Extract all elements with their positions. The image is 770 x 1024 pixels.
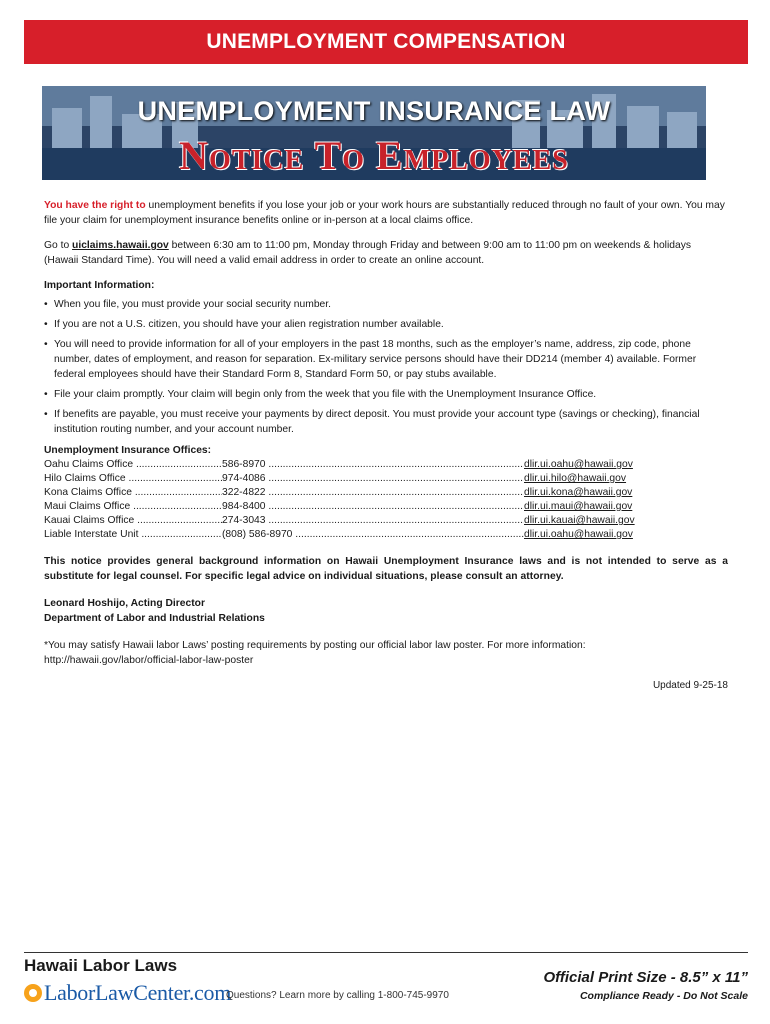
poster-url-link[interactable]: http://hawaii.gov/labor/official-labor-law-poster [44, 655, 254, 666]
office-name: Hilo Claims Office ..... [44, 472, 222, 486]
list-item-text: File your claim promptly. Your claim will begin only from the week that you file with the Unemployment Insurance Office. [54, 389, 597, 400]
list-item [44, 297, 728, 312]
intro-lead: You have the right to [44, 200, 146, 211]
header-bar [24, 20, 748, 64]
office-name: Oahu Claims Office ..... [44, 458, 222, 472]
office-email[interactable]: dlir.ui.maui@hawaii.gov [524, 501, 633, 512]
office-name: Liable Interstate Unit ..... [44, 528, 222, 542]
footer-questions: Questions? Learn more by calling 1-800-745-9970 [226, 990, 449, 1001]
logo-circle-icon [24, 984, 42, 1002]
office-row [44, 514, 728, 528]
print-size-label: Official Print Size - 8.5” x 11” [543, 969, 748, 986]
list-item [44, 317, 728, 332]
office-phone: 322-4822 ..... [222, 486, 524, 500]
notice-banner [42, 86, 706, 180]
office-phone: 974-4086 ..... [222, 472, 524, 486]
header-title: UNEMPLOYMENT COMPENSATION [206, 30, 566, 53]
banner-law-title: UNEMPLOYMENT INSURANCE LAW [137, 96, 611, 126]
office-row [44, 472, 728, 486]
online-paragraph [44, 238, 728, 268]
footer-state-title: Hawaii Labor Laws [24, 956, 178, 975]
office-row [44, 458, 728, 472]
list-item [44, 407, 728, 437]
offices-section [44, 443, 728, 542]
important-list [44, 297, 728, 437]
department-name: Department of Labor and Industrial Relations [44, 613, 265, 624]
legal-disclaimer: This notice provides general background information on Hawaii Unemployment Insurance laws and is not intended to serve as a substitute for legal counsel. For specific legal advice on individual situations, please consult an attorney. [44, 556, 728, 582]
office-name: Maui Claims Office ..... [44, 500, 222, 514]
office-phone: (808) 586-8970 ..... [222, 528, 524, 542]
intro-text: unemployment benefits if you lose your job or your work hours are substantially reduced through no fault of your own. You may file your claim for unemployment insurance benefits online or in-person at a local claims office. [44, 200, 725, 226]
director-name: Leonard Hoshijo, Acting Director [44, 598, 205, 609]
bullet: • [44, 339, 48, 350]
office-email[interactable]: dlir.ui.kauai@hawaii.gov [524, 515, 635, 526]
bullet: • [44, 409, 48, 420]
updated-date: Updated 9-25-18 [652, 680, 728, 691]
poster-note [44, 638, 728, 668]
list-item-text: When you file, you must provide your social security number. [54, 299, 331, 310]
intro-paragraph [44, 198, 728, 228]
goto-pre: Go to [44, 240, 73, 251]
office-name: Kauai Claims Office ..... [44, 514, 222, 528]
list-item-text: If benefits are payable, you must receive your payments by direct deposit. You must provide your account type (savings or checking), financial institution routing number, and your account number. [54, 409, 700, 435]
uiclaims-link[interactable]: uiclaims.hawaii.gov [72, 240, 169, 251]
list-item-text: You will need to provide information for all of your employers in the past 18 months, such as the employer’s name, address, zip code, phone number, dates of employment, and reason for separation. Ex-military service persons should have their DD214 (member 4) available. Former federal employees should have their Standard Form 8, Standard Form 50, or pay stubs available. [54, 339, 697, 380]
bullet: • [44, 299, 48, 310]
important-heading: Important Information: [44, 280, 155, 291]
list-item [44, 337, 728, 382]
office-name: Kona Claims Office ..... [44, 486, 222, 500]
office-phone: 984-8400 ..... [222, 500, 524, 514]
office-row [44, 500, 728, 514]
poster-text: *You may satisfy Hawaii labor Laws’ posting requirements by posting our official labor law poster. For more information: [44, 640, 586, 651]
bullet: • [44, 319, 48, 330]
list-item-text: If you are not a U.S. citizen, you should have your alien registration number available. [54, 319, 444, 330]
logo-wordmark: LaborLawCenter.com [44, 980, 232, 1005]
office-row [44, 486, 728, 500]
office-email[interactable]: dlir.ui.oahu@hawaii.gov [524, 459, 633, 470]
office-phone: 274-3043 ..... [222, 514, 524, 528]
laborlawcenter-logo[interactable] [24, 980, 231, 1006]
office-email[interactable]: dlir.ui.oahu@hawaii.gov [524, 529, 633, 540]
notice-body [44, 198, 728, 691]
compliance-label: Compliance Ready - Do Not Scale [579, 990, 748, 1002]
office-phone: 586-8970 ..... [222, 458, 524, 472]
office-email[interactable]: dlir.ui.kona@hawaii.gov [524, 487, 633, 498]
office-email[interactable]: dlir.ui.hilo@hawaii.gov [524, 473, 627, 484]
offices-heading: Unemployment Insurance Offices: [44, 445, 212, 456]
goto-post: between 6:30 am to 11:00 pm, Monday through Friday and between 9:00 am to 11:00 pm on weekends & holidays (Hawaii Standard Time). You will need a valid email address in order to create an online account. [44, 240, 691, 266]
bullet: • [44, 389, 48, 400]
signature-block [44, 596, 728, 626]
list-item [44, 387, 728, 402]
banner-notice-title: Notice To Employees [179, 133, 569, 178]
office-row [44, 528, 728, 542]
footer-divider [24, 952, 748, 953]
